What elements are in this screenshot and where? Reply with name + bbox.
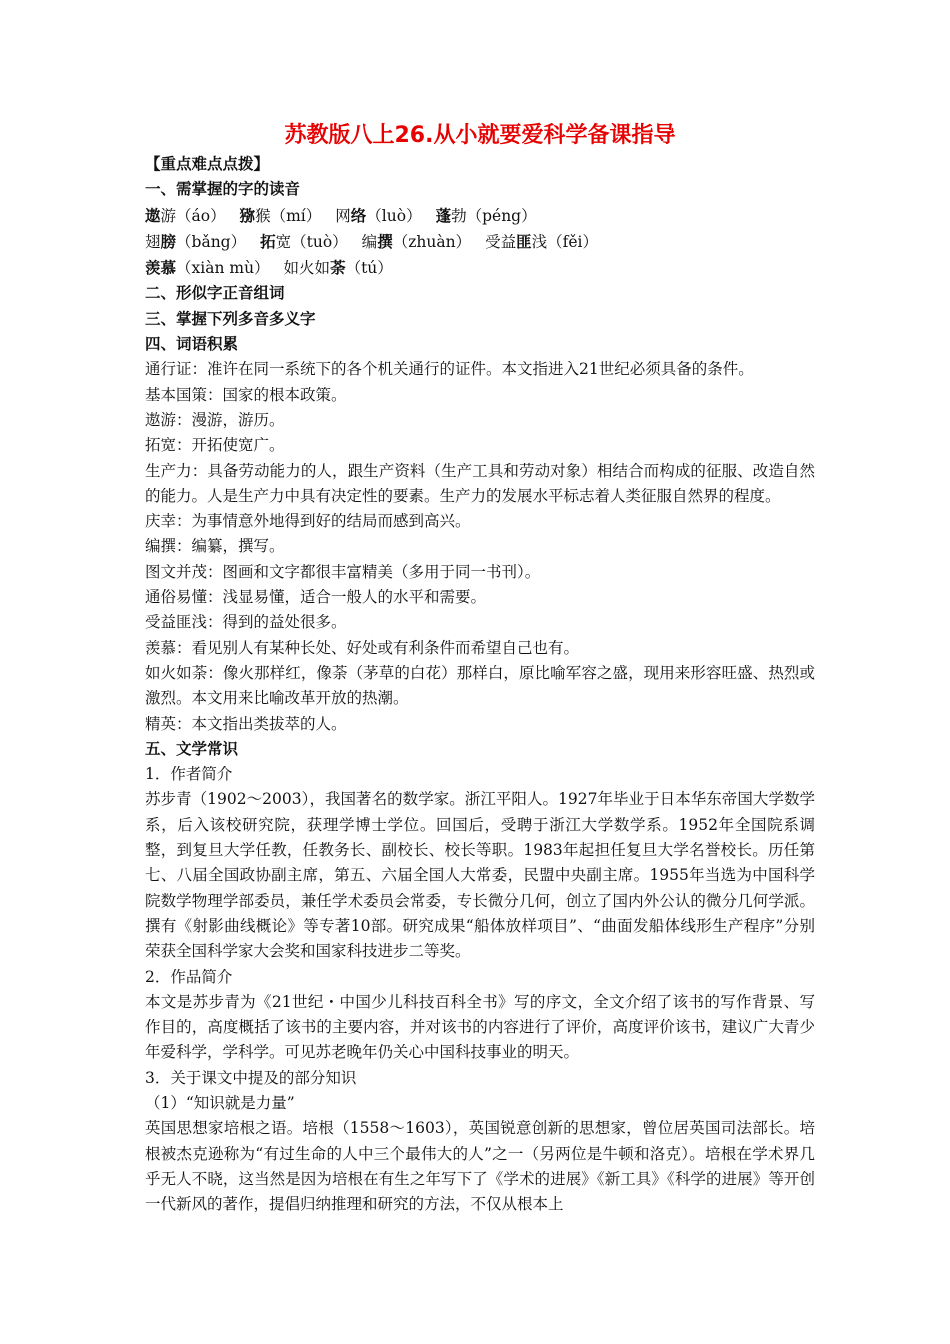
section-heading-similar-chars: 二、形似字正音组词 xyxy=(145,284,285,303)
vocabulary-entry: 通俗易懂：浅显易懂，适合一般人的水平和需要。 xyxy=(145,588,487,607)
pronunciation-prefix: 受益 xyxy=(485,232,517,251)
pronunciation-reading: 勃（péng） xyxy=(451,206,537,225)
section-heading-literature: 五、文学常识 xyxy=(145,739,239,758)
pronunciation-key-char: 拓 xyxy=(260,231,276,251)
vocabulary-entry: 庆幸：为事情意外地得到好的结局而感到高兴。 xyxy=(145,512,471,531)
vocabulary-entry: 通行证：准许在同一系统下的各个机关通行的证件。本文指进入21世纪必须具备的条件。 xyxy=(145,360,754,379)
pronunciation-item xyxy=(362,233,471,251)
pronunciation-item xyxy=(284,259,393,277)
pronunciation-item xyxy=(145,207,226,225)
pronunciation-reading: 游（áo） xyxy=(160,206,226,225)
pronunciation-key-char: 遨 xyxy=(145,205,161,225)
subheading-knowledge-power: （1）“知识就是力量” xyxy=(145,1093,295,1112)
pronunciation-prefix: 翅 xyxy=(145,232,161,251)
vocabulary-entry: 基本国策：国家的根本政策。 xyxy=(145,385,347,404)
vocabulary-entry: 编撰：编纂，撰写。 xyxy=(145,537,285,556)
pronunciation-reading: 猴（mí） xyxy=(255,206,322,225)
vocabulary-entry: 受益匪浅：得到的益处很多。 xyxy=(145,613,347,632)
pronunciation-prefix: 如火如 xyxy=(283,259,331,278)
subheading-knowledge: 3．关于课文中提及的部分知识 xyxy=(145,1068,357,1087)
pronunciation-item xyxy=(145,233,246,251)
vocabulary-entry: 遨游：漫游，游历。 xyxy=(145,410,285,429)
pronunciation-reading: （tú） xyxy=(345,259,393,278)
pronunciation-item xyxy=(260,233,348,251)
vocabulary-entry: 拓宽：开拓使宽广。 xyxy=(145,436,285,455)
vocabulary-entry: 如火如荼：像火那样红，像荼（茅草的白花）那样白，原比喻军容之盛，现用来形容旺盛、热烈或激烈。本文用来比喻改革开放的热潮。 xyxy=(145,663,815,708)
section-heading-vocabulary: 四、词语积累 xyxy=(145,335,239,354)
pronunciation-reading: （luò） xyxy=(366,206,422,225)
pronunciation-row xyxy=(145,229,815,255)
pronunciation-reading: 宽（tuò） xyxy=(275,232,348,251)
pronunciation-key-char: 荼 xyxy=(330,258,346,278)
section-heading-pronunciation: 一、需掌握的字的读音 xyxy=(145,180,301,199)
pronunciation-item xyxy=(485,233,598,251)
pronunciation-item xyxy=(335,207,421,225)
pronunciation-prefix: 编 xyxy=(361,232,378,251)
section-heading-polyphonic: 三、掌握下列多音多义字 xyxy=(145,309,316,328)
pronunciation-item xyxy=(240,207,322,225)
pronunciation-key-char: 络 xyxy=(350,205,367,225)
document-page xyxy=(145,116,815,1217)
author-paragraph: 苏步青（1902～2003），我国著名的数学家。浙江平阳人。1927年毕业于日本华东帝国大学数学系，后入该校研究院，获理学博士学位。回国后，受聘于浙江大学数学系。1952年全国院系调整，到复旦大学任教，任教务长、副校长、校长等职。1983年起担任复旦大学名誉校长。历任第七、八届全国政协副主席，第五、六届全国人大常委，民盟中央副主席。1955年当选为中国科学院数学物理学部委员，兼任学术委员会常委，专长微分几何，创立了国内外公认的微分几何学派。撰有《射影曲线概论》等专著10部。研究成果“船体放样项目”、“曲面发船体线形生产程序”分别荣获全国科学家大会奖和国家科技进步二等奖。 xyxy=(145,790,815,961)
pronunciation-list xyxy=(145,203,815,282)
page-title: 苏教版八上26.从小就要爱科学备课指导 xyxy=(284,123,676,148)
subheading-work: 2．作品简介 xyxy=(145,967,233,986)
bacon-paragraph: 英国思想家培根之语。培根（1558～1603），英国锐意创新的思想家，曾位居英国司法部长。培根被杰克逊称为“有过生命的人中三个最伟大的人”之一（另两位是牛顿和洛克）。培根在学术界几乎无人不晓，这当然是因为培根在有生之年写下了《学术的进展》《新工具》《科学的进展》等开创一代新风的著作，提倡归纳推理和研究的方法，不仅从根本上 xyxy=(145,1119,815,1214)
work-paragraph: 本文是苏步青为《21世纪・中国少儿科技百科全书》写的序文，全文介绍了该书的写作背景、写作目的，高度概括了该书的主要内容，并对该书的内容进行了评价，高度评价该书，建议广大青少年爱科学，学科学。可见苏老晚年仍关心中国科技事业的明天。 xyxy=(145,992,815,1062)
pronunciation-item xyxy=(436,207,537,225)
pronunciation-reading: （xiàn mù） xyxy=(176,259,270,278)
pronunciation-reading: （zhuàn） xyxy=(392,232,472,251)
pronunciation-row xyxy=(145,255,815,281)
pronunciation-key-char: 羡慕 xyxy=(145,258,177,278)
subheading-author: 1．作者简介 xyxy=(145,765,233,784)
pronunciation-prefix: 网 xyxy=(335,206,351,225)
pronunciation-key-char: 撰 xyxy=(377,231,393,251)
pronunciation-reading: 浅（fěi） xyxy=(531,232,598,251)
vocabulary-entry: 羡慕：看见别人有某种长处、好处或有利条件而希望自己也有。 xyxy=(145,638,580,657)
pronunciation-item xyxy=(145,259,270,277)
vocabulary-entry: 生产力：具备劳动能力的人，跟生产资料（生产工具和劳动对象）相结合而构成的征服、改造自然的能力。人是生产力中具有决定性的要素。生产力的发展水平标志着人类征服自然界的程度。 xyxy=(145,461,815,505)
section-heading-key-points: 【重点难点点拨】 xyxy=(145,155,270,173)
pronunciation-key-char: 蓬 xyxy=(435,205,452,225)
vocabulary-list xyxy=(145,357,815,736)
pronunciation-reading: （bǎng） xyxy=(176,232,247,251)
pronunciation-key-char: 匪 xyxy=(516,231,532,251)
vocabulary-entry: 图文并茂：图画和文字都很丰富精美（多用于同一书刊）。 xyxy=(145,562,541,581)
pronunciation-key-char: 膀 xyxy=(160,231,177,251)
vocabulary-entry: 精英：本文指出类拔萃的人。 xyxy=(145,714,347,733)
pronunciation-row xyxy=(145,203,815,229)
pronunciation-key-char: 猕 xyxy=(239,205,256,225)
